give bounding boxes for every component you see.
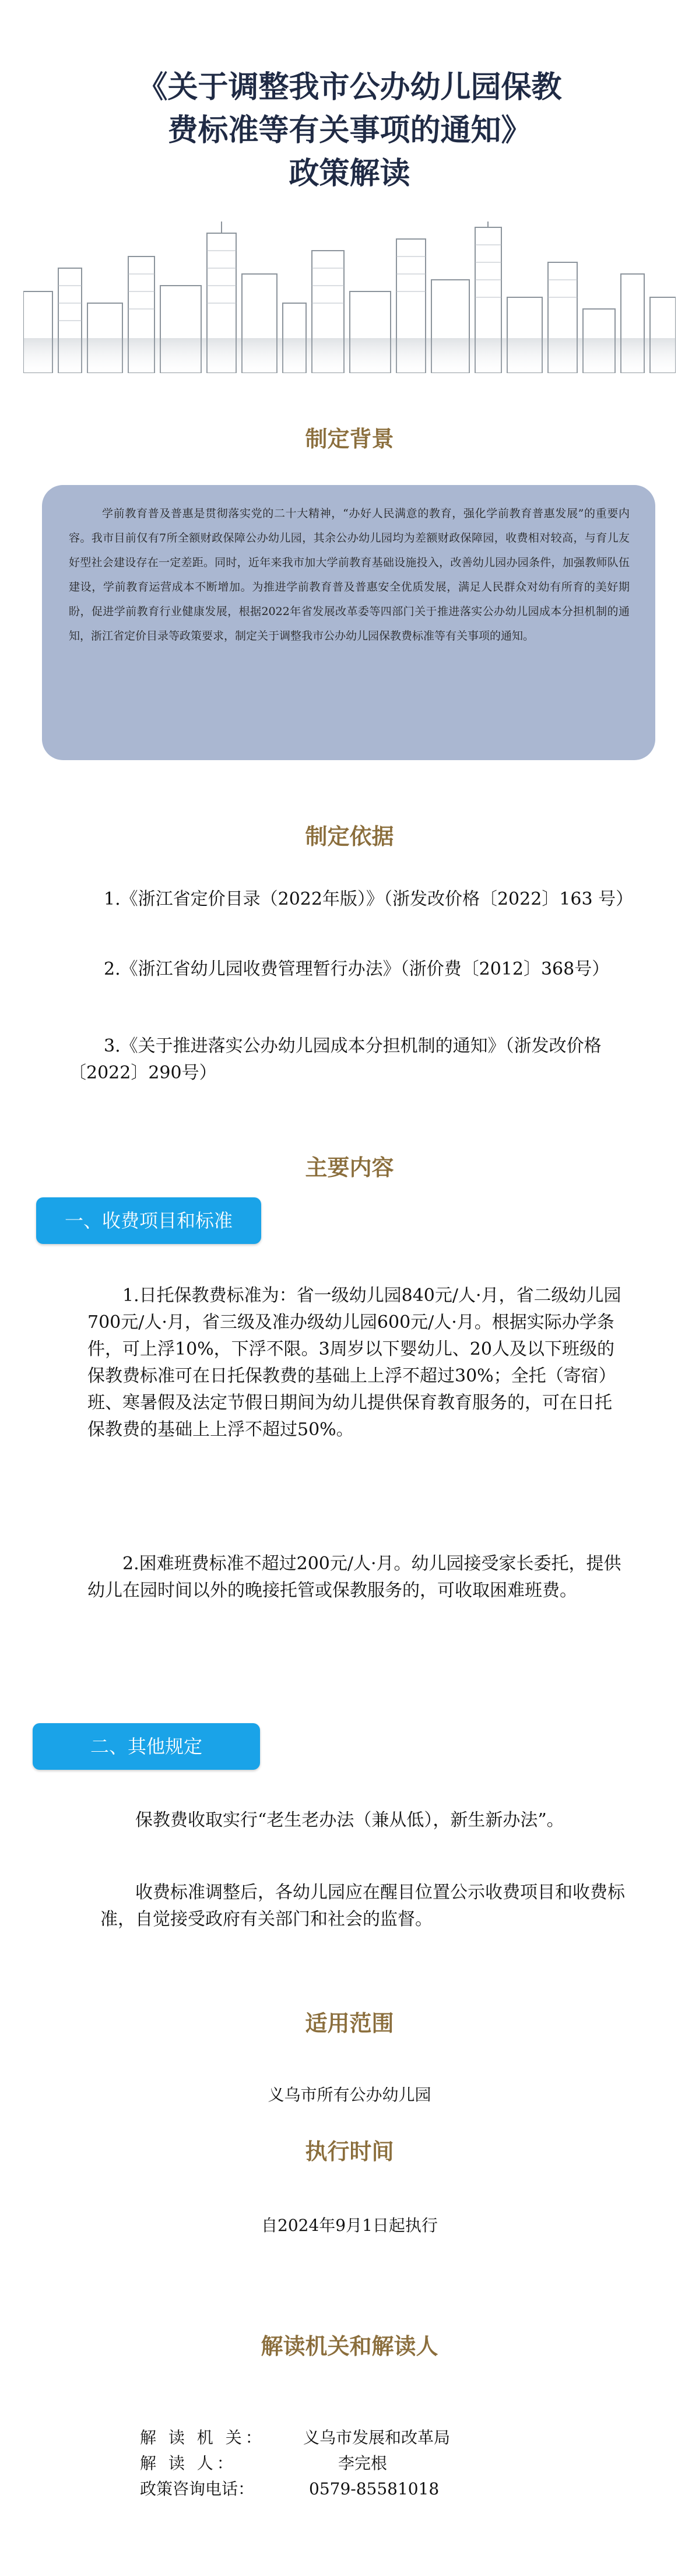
basis-item-1: 1.《浙江省定价目录（2022年版）》（浙发改价格〔2022〕163 号） [104,889,634,909]
agency-value: 义乌市发展和改革局 [303,2428,451,2447]
fee-item-2: 2.困难班费标准不超过200元/人·月。幼儿园接受家长委托，提供幼儿在园时间以外的晚接托管或保教服务的，可收取困难班费。 [87,1554,621,1601]
person-label: 解 读 人： [140,2454,237,2473]
basis-heading: 制定依据 [305,824,394,849]
interpreter-person-row [140,2451,583,2476]
interpreter-agency-row [140,2425,583,2451]
person-value: 李完根 [338,2454,388,2473]
interpreter-info [140,2425,583,2502]
background-text: 学前教育普及普惠是贯彻落实党的二十大精神，“办好人民满意的教育，强化学前教育普惠发展”的重要内容。我市目前仅有7所全额财政保障公办幼儿园，其余公办幼儿园均为差额财政保障园，收费相对较高，与育儿友好型社会建设存在一定差距。同时，近年来我市加大学前教育基础设施投入，改善幼儿园办园条件，加强教师队伍建设，学前教育运营成本不断增加。为推进学前教育普及普惠安全优质发展，满足人民群众对幼有所育的美好期盼，促进学前教育行业健康发展，根据2022年省发展改革委等四部门关于推进落实公办幼儿园成本分担机制的通知，浙江省定价目录等政策要求，制定关于调整我市公办幼儿园保教费标准等有关事项的通知。 [69,507,630,642]
effective-text: 自2024年9月1日起执行 [261,2216,438,2235]
section-label-fees: 一、收费项目和标准 [36,1197,261,1244]
page-title-line1: 《关于调整我市公办幼儿园保教 [137,70,562,105]
city-skyline-illustration [23,222,676,373]
other-rule-1: 保教费收取实行“老生老办法（兼从低），新生新办法”。 [135,1810,564,1830]
section-label-other: 二、其他规定 [33,1723,260,1770]
background-heading: 制定背景 [305,426,394,452]
basis-item-3: 3.《关于推进落实公办幼儿园成本分担机制的通知》（浙发改价格〔2022〕290号） [69,1036,602,1083]
page-title-line2: 费标准等有关事项的通知》 [167,113,532,148]
scope-heading: 适用范围 [305,2011,394,2036]
phone-label: 政策咨询电话： [140,2479,255,2498]
interpreter-heading: 解读机关和解读人 [261,2333,438,2359]
interpreter-phone-row [140,2476,583,2502]
effective-heading: 执行时间 [305,2139,394,2164]
page-title-line3: 政策解读 [289,156,410,191]
basis-item-2: 2.《浙江省幼儿园收费管理暂行办法》（浙价费〔2012〕368号） [104,959,610,979]
main-content-heading: 主要内容 [305,1155,394,1180]
scope-text: 义乌市所有公办幼儿园 [268,2085,431,2104]
other-rule-2: 收费标准调整后，各幼儿园应在醒目位置公示收费项目和收费标准，自觉接受政府有关部门和社会的监督。 [100,1882,625,1930]
agency-label: 解 读 机 关： [140,2428,265,2447]
fee-item-1: 1.日托保教费标准为：省一级幼儿园840元/人·月，省二级幼儿园700元/人·月，省三级及准办级幼儿园600元/人·月。根据实际办学条件，可上浮10%，下浮不限。3周岁以下婴幼儿、20人及以下班级的保教费标准可在日托保教费的基础上上浮不超过30%；全托（寄宿）班、寒暑假及法定节假日期间为幼儿提供保育教育服务的，可在日托保教费的基础上上浮不超过50%。 [87,1285,621,1440]
phone-value: 0579-85581018 [309,2479,440,2498]
